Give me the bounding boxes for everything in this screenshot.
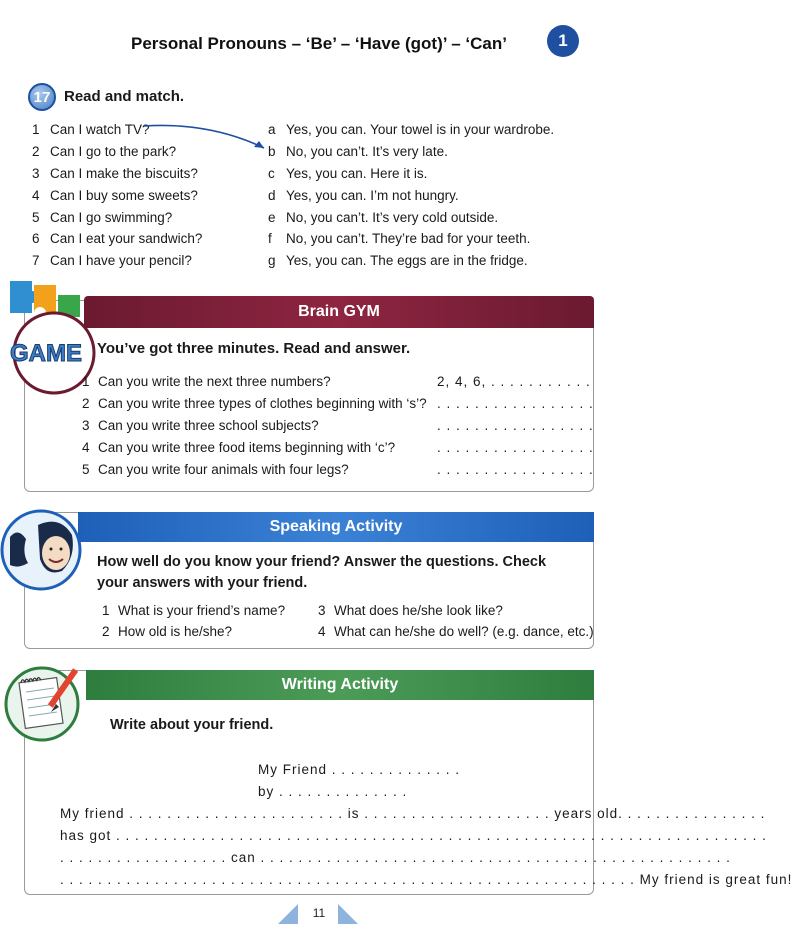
writing-line[interactable]: . . . . . . . . . . . . . . . . . . can . . . . . . . . . . . . . . . . . . . . . . . . . . . . . . . . . . . . . . . . . . . . . . . . . . (60, 850, 731, 865)
unit-number-badge: 1 (547, 25, 579, 57)
game-logo-icon (0, 275, 94, 375)
answer-item: e No, you can’t. It’s very cold outside. (268, 210, 499, 225)
brain-gym-instruction: You’ve got three minutes. Read and answer. (97, 340, 411, 357)
gym-answer-blank[interactable]: 2, 4, 6, . . . . . . . . . . . (437, 374, 591, 389)
gym-answer-blank[interactable]: . . . . . . . . . . . . . . . . . (437, 462, 594, 477)
essay-title-line[interactable]: My Friend . . . . . . . . . . . . . . (258, 762, 461, 777)
writing-line[interactable]: . . . . . . . . . . . . . . . . . . . . . . . . . . . . . . . . . . . . . . . . . . . . . . . . . . . . . . . . . . . . . My friend is great fun! (60, 872, 792, 887)
writing-line[interactable]: has got . . . . . . . . . . . . . . . . . . . . . . . . . . . . . . . . . . . . . . . . . . . . . . . . . . . . . . . . . . . . . . . . . . . . . (60, 828, 767, 843)
speaking-instruction: How well do you know your friend? Answer the questions. Check your answers with your friend. (97, 554, 547, 591)
page-number: 11 (312, 906, 326, 920)
answer-item: f No, you can’t. They’re bad for your teeth. (268, 231, 531, 246)
answer-item: b No, you can’t. It’s very late. (268, 144, 448, 159)
question-item: 6 Can I eat your sandwich? (32, 231, 203, 246)
svg-text:GAME: GAME (10, 340, 82, 367)
speaking-question: 3 What does he/she look like? (318, 603, 503, 618)
question-item: 2 Can I go to the park? (32, 144, 177, 159)
speaking-question: 2 How old is he/she? (102, 624, 233, 639)
answer-item: d Yes, you can. I’m not hungry. (268, 188, 459, 203)
match-arrow (140, 118, 280, 158)
gym-question: 2 Can you write three types of clothes beginning with ‘s’? (82, 396, 427, 411)
writing-instruction: Write about your friend. (110, 717, 274, 733)
gym-question: 5 Can you write four animals with four legs? (82, 462, 349, 477)
gym-question: 3 Can you write three school subjects? (82, 418, 319, 433)
speaking-question: 4 What can he/she do well? (e.g. dance, etc.) (318, 624, 594, 639)
answer-item: a Yes, you can. Your towel is in your wardrobe. (268, 122, 555, 137)
essay-author-line[interactable]: by . . . . . . . . . . . . . . (258, 784, 408, 799)
question-item: 3 Can I make the biscuits? (32, 166, 198, 181)
speaking-title: Speaking Activity (78, 512, 594, 542)
gym-question: 1 Can you write the next three numbers? (82, 374, 331, 389)
speaking-question: 1 What is your friend’s name? (102, 603, 286, 618)
gym-answer-blank[interactable]: . . . . . . . . . . . . . . . . . (437, 396, 594, 411)
answer-item: g Yes, you can. The eggs are in the fridge. (268, 253, 528, 268)
question-item: 7 Can I have your pencil? (32, 253, 192, 268)
exercise-instruction: Read and match. (64, 88, 185, 105)
notepad-pencil-icon (4, 660, 94, 742)
gym-question: 4 Can you write three food items beginning with ‘c’? (82, 440, 396, 455)
exercise-number-badge: 17 (28, 83, 56, 111)
question-item: 5 Can I go swimming? (32, 210, 173, 225)
answer-item: c Yes, you can. Here it is. (268, 166, 428, 181)
writing-line[interactable]: My friend . . . . . . . . . . . . . . . . . . . . . . . is . . . . . . . . . . . . . . . . . . . . years old. . . . . . . . . . . . . . . . (60, 806, 766, 821)
speaking-faces-icon (0, 507, 82, 593)
question-item: 4 Can I buy some sweets? (32, 188, 198, 203)
question-item: 1 Can I watch TV? (32, 122, 150, 137)
brain-gym-title: Brain GYM (84, 296, 594, 328)
gym-answer-blank[interactable]: . . . . . . . . . . . . . . . . . (437, 418, 594, 433)
writing-title: Writing Activity (86, 670, 594, 700)
gym-answer-blank[interactable]: . . . . . . . . . . . . . . . . . (437, 440, 594, 455)
page-title: Personal Pronouns – ‘Be’ – ‘Have (got)’ – ‘Can’ (131, 34, 507, 53)
